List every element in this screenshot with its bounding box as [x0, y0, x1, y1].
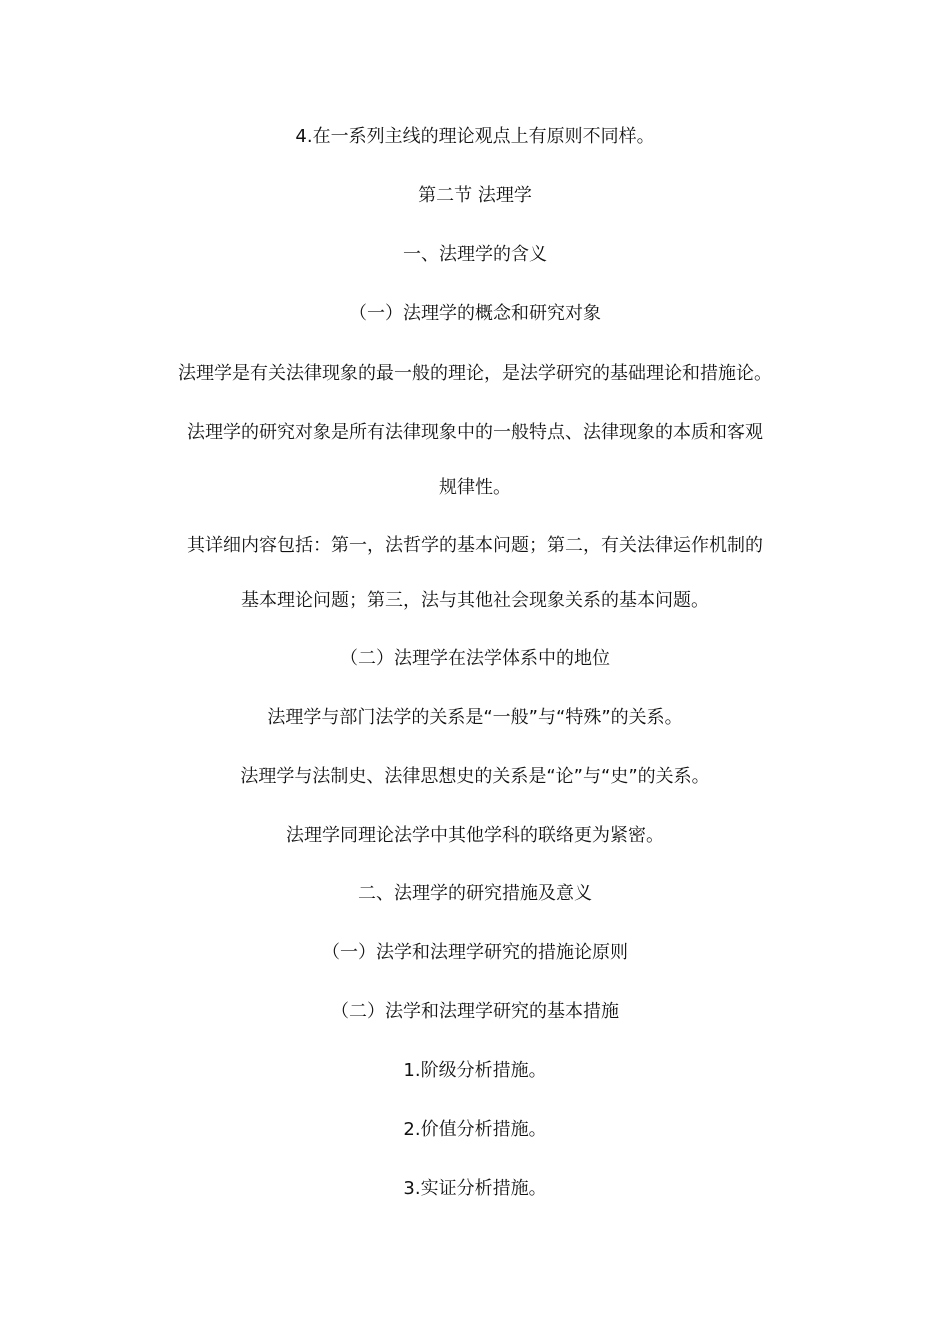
numbered-point-4: 4.在一系列主线的理论观点上有原则不同样。 [295, 126, 655, 147]
list-item-3: 3.实证分析措施。 [403, 1178, 547, 1199]
sub-subsection-heading-2-2: （二）法学和法理学研究的基本措施 [331, 1001, 619, 1022]
paragraph-definition: 法理学是有关法律现象的最一般的理论，是法学研究的基础理论和措施论。 [178, 363, 772, 384]
sub-subsection-heading-1-2: （二）法理学在法学体系中的地位 [340, 648, 610, 669]
subsection-heading-2: 二、法理学的研究措施及意义 [358, 883, 592, 904]
paragraph-object-line-1: 法理学的研究对象是所有法律现象中的一般特点、法律现象的本质和客观 [187, 422, 763, 443]
paragraph-content-line-2: 基本理论问题；第三，法与其他社会现象关系的基本问题。 [241, 590, 709, 611]
sub-subsection-heading-2-1: （一）法学和法理学研究的措施论原则 [322, 942, 628, 963]
paragraph-relation-2: 法理学与法制史、法律思想史的关系是“论”与“史”的关系。 [240, 766, 710, 787]
paragraph-content-line-1: 其详细内容包括：第一，法哲学的基本问题；第二，有关法律运作机制的 [187, 535, 763, 556]
subsection-heading-1: 一、法理学的含义 [403, 244, 547, 265]
paragraph-relation-1: 法理学与部门法学的关系是“一般”与“特殊”的关系。 [267, 707, 683, 728]
list-item-1: 1.阶级分析措施。 [403, 1060, 547, 1081]
section-heading: 第二节 法理学 [418, 185, 532, 206]
paragraph-object-line-2: 规律性。 [439, 477, 511, 498]
list-item-2: 2.价值分析措施。 [403, 1119, 547, 1140]
sub-subsection-heading-1-1: （一）法理学的概念和研究对象 [349, 303, 601, 324]
paragraph-relation-3: 法理学同理论法学中其他学科的联络更为紧密。 [286, 825, 664, 846]
